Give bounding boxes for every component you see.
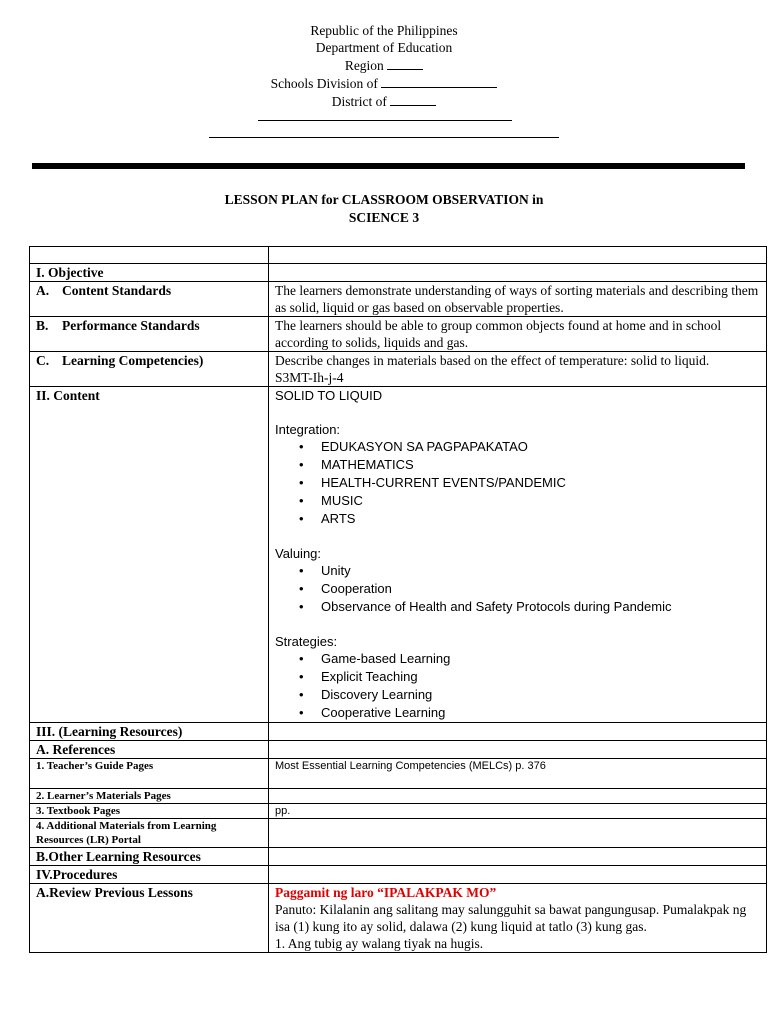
table-row (30, 282, 767, 317)
learning-competencies-label (30, 352, 269, 387)
empty-cell (269, 741, 767, 759)
table-row (30, 804, 767, 819)
valuing-label: Valuing: (275, 546, 322, 561)
review-item-1: 1. Ang tubig ay walang tiyak na hugis. (275, 936, 484, 951)
table-row (30, 741, 767, 759)
content-standards-text: Content Standards (62, 283, 172, 298)
integration-label: Integration: (275, 422, 341, 437)
content-standards-value: The learners demonstrate understanding of ways of sorting materials and describing them as solid, liquid or gas based on observable properties. (269, 282, 767, 317)
district-line (0, 92, 768, 110)
learners-materials-value (269, 789, 767, 804)
list-item: • MATHEMATICS (321, 456, 760, 474)
table-row (30, 352, 767, 387)
review-label: A.Review Previous Lessons (30, 884, 269, 953)
division-line (0, 74, 768, 92)
strategies-label: Strategies: (275, 634, 338, 649)
content-standards-label (30, 282, 269, 317)
divider-rule (32, 163, 745, 169)
competency-text: Describe changes in materials based on the effect of temperature: solid to liquid. (275, 353, 710, 368)
table-row (30, 264, 767, 282)
lesson-plan-table (29, 246, 767, 953)
performance-standards-text: Performance Standards (62, 318, 200, 333)
empty-cell (30, 247, 269, 264)
strategies-list (275, 650, 760, 722)
region-line (0, 56, 768, 74)
table-row (30, 819, 767, 848)
learning-competencies-text: Learning Competencies) (62, 353, 204, 368)
table-row (30, 723, 767, 741)
content-heading: II. Content (30, 387, 269, 723)
table-row (30, 884, 767, 953)
signature-line-2 (209, 137, 559, 138)
list-item: • ARTS (321, 510, 760, 528)
table-row (30, 387, 767, 723)
procedures-heading: IV.Procedures (30, 866, 269, 884)
review-value (269, 884, 767, 953)
list-item: • Discovery Learning (321, 686, 760, 704)
game-title: Paggamit ng laro “IPALAKPAK MO” (275, 885, 497, 900)
region-label: Region (344, 58, 384, 73)
teachers-guide-value: Most Essential Learning Competencies (MELCs) p. 376 (269, 759, 767, 789)
republic-line: Republic of the Philippines (310, 23, 458, 38)
division-blank (381, 74, 497, 88)
list-item: • Observance of Health and Safety Protocols during Pandemic (321, 598, 760, 616)
list-item: • Unity (321, 562, 760, 580)
table-row (30, 247, 767, 264)
list-item: • MUSIC (321, 492, 760, 510)
additional-materials-label: 4. Additional Materials from Learning Resources (LR) Portal (30, 819, 269, 848)
title-line-2: SCIENCE 3 (348, 210, 420, 225)
review-instructions: Panuto: Kilalanin ang salitang may salungguhit sa bawat pangungusap. Pumalakpak ng isa (1) kung ito ay solid, dalawa (2) kung liquid at tatlo (3) kung gas. (275, 902, 747, 934)
division-label: Schools Division of (270, 76, 378, 91)
district-label: District of (331, 94, 387, 109)
learners-materials-label: 2. Learner’s Materials Pages (30, 789, 269, 804)
competency-code: S3MT-Ih-j-4 (275, 370, 344, 385)
document-header (0, 22, 768, 110)
district-blank (390, 92, 436, 106)
empty-cell (269, 247, 767, 264)
content-standards-letter: A. (36, 283, 50, 298)
table-row (30, 848, 767, 866)
title-line-1: LESSON PLAN for CLASSROOM OBSERVATION in (224, 192, 544, 207)
learning-resources-heading: III. (Learning Resources) (30, 723, 269, 741)
textbook-pages-label: 3. Textbook Pages (30, 804, 269, 819)
textbook-pages-value: pp. (269, 804, 767, 819)
list-item: • HEALTH-CURRENT EVENTS/PANDEMIC (321, 474, 760, 492)
performance-standards-value: The learners should be able to group common objects found at home and in school according to solids, liquids and gas. (269, 317, 767, 352)
references-heading: A. References (30, 741, 269, 759)
lesson-plan-title (0, 191, 768, 227)
list-item: • Cooperative Learning (321, 704, 760, 722)
region-blank (387, 56, 423, 70)
content-topic: SOLID TO LIQUID (275, 388, 383, 403)
performance-standards-letter: B. (36, 318, 49, 333)
other-resources-heading: B.Other Learning Resources (30, 848, 269, 866)
list-item: • Cooperation (321, 580, 760, 598)
empty-cell (269, 264, 767, 282)
integration-list (275, 438, 760, 528)
additional-materials-value (269, 819, 767, 848)
signature-line-1 (258, 120, 512, 121)
table-row (30, 866, 767, 884)
teachers-guide-label: 1. Teacher’s Guide Pages (30, 759, 269, 789)
empty-cell (269, 866, 767, 884)
learning-competencies-letter: C. (36, 353, 50, 368)
table-row (30, 759, 767, 789)
department-line: Department of Education (315, 40, 453, 55)
empty-cell (269, 848, 767, 866)
list-item: • Explicit Teaching (321, 668, 760, 686)
table-row (30, 317, 767, 352)
valuing-list (275, 562, 760, 616)
list-item: • Game-based Learning (321, 650, 760, 668)
content-value (269, 387, 767, 723)
list-item: • EDUKASYON SA PAGPAPAKATAO (321, 438, 760, 456)
objective-heading: I. Objective (30, 264, 269, 282)
table-row (30, 789, 767, 804)
performance-standards-label (30, 317, 269, 352)
learning-competencies-value (269, 352, 767, 387)
empty-cell (269, 723, 767, 741)
